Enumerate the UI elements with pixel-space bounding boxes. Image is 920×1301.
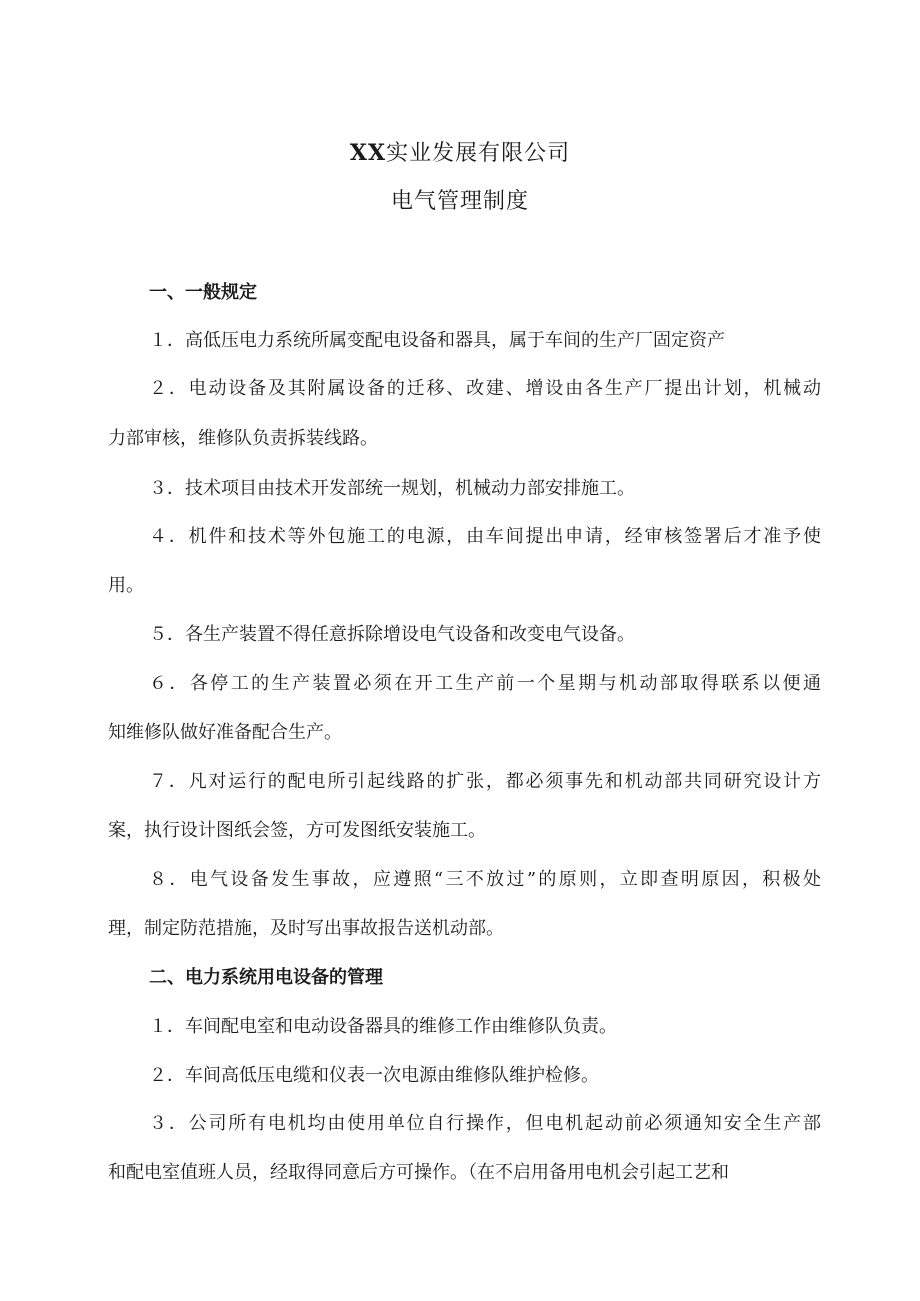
paragraph-line: ６．各停工的生产装置必须在开工生产前一个星期与机动部取得联系以便通 xyxy=(149,673,821,694)
company-name-rest: 实业发展有限公司 xyxy=(386,141,571,166)
paragraph-line: ８．电气设备发生事故，应遵照“三不放过”的原则，立即查明原因，积极处 xyxy=(149,869,821,890)
company-prefix: XX xyxy=(349,140,387,166)
paragraph-line: ３．公司所有电机均由使用单位自行操作，但电机起动前必须通知安全生产部 xyxy=(149,1113,821,1134)
paragraph-line: 知维修队做好准备配合生产。 xyxy=(108,722,342,743)
section-heading: 一、一般规定 xyxy=(149,282,257,303)
paragraph-line: ４．机件和技术等外包施工的电源，由车间提出申请，经审核签署后才准予使 xyxy=(149,526,821,547)
paragraph-line: ３．技术项目由技术开发部统一规划，机械动力部安排施工。 xyxy=(149,478,635,499)
paragraph-line: １．车间配电室和电动设备器具的维修工作由维修队负责。 xyxy=(149,1016,617,1037)
paragraph-line: 用。 xyxy=(108,575,144,596)
section-heading: 二、电力系统用电设备的管理 xyxy=(149,967,383,988)
paragraph-line: ２．车间高低压电缆和仪表一次电源由维修队维护检修。 xyxy=(149,1065,599,1086)
paragraph-line: ５．各生产装置不得任意拆除增设电气设备和改变电气设备。 xyxy=(149,624,635,645)
paragraph-line: 理，制定防范措施，及时写出事故报告送机动部。 xyxy=(108,918,504,939)
paragraph-line: ７．凡对运行的配电所引起线路的扩张，都必须事先和机动部共同研究设计方 xyxy=(149,771,821,792)
paragraph-line: 案，执行设计图纸会签，方可发图纸安装施工。 xyxy=(108,820,486,841)
paragraph-line: 和配电室值班人员，经取得同意后方可操作。（在不启用备用电机会引起工艺和 xyxy=(108,1162,729,1183)
company-name xyxy=(0,136,920,167)
paragraph-line: 力部审核，维修队负责拆装线路。 xyxy=(108,428,378,449)
paragraph-line: １．高低压电力系统所属变配电设备和器具，属于车间的生产厂固定资产 xyxy=(149,330,725,351)
paragraph-line: ２．电动设备及其附属设备的迁移、改建、增设由各生产厂提出计划，机械动 xyxy=(149,378,821,399)
document-title: 电气管理制度 xyxy=(390,189,529,214)
